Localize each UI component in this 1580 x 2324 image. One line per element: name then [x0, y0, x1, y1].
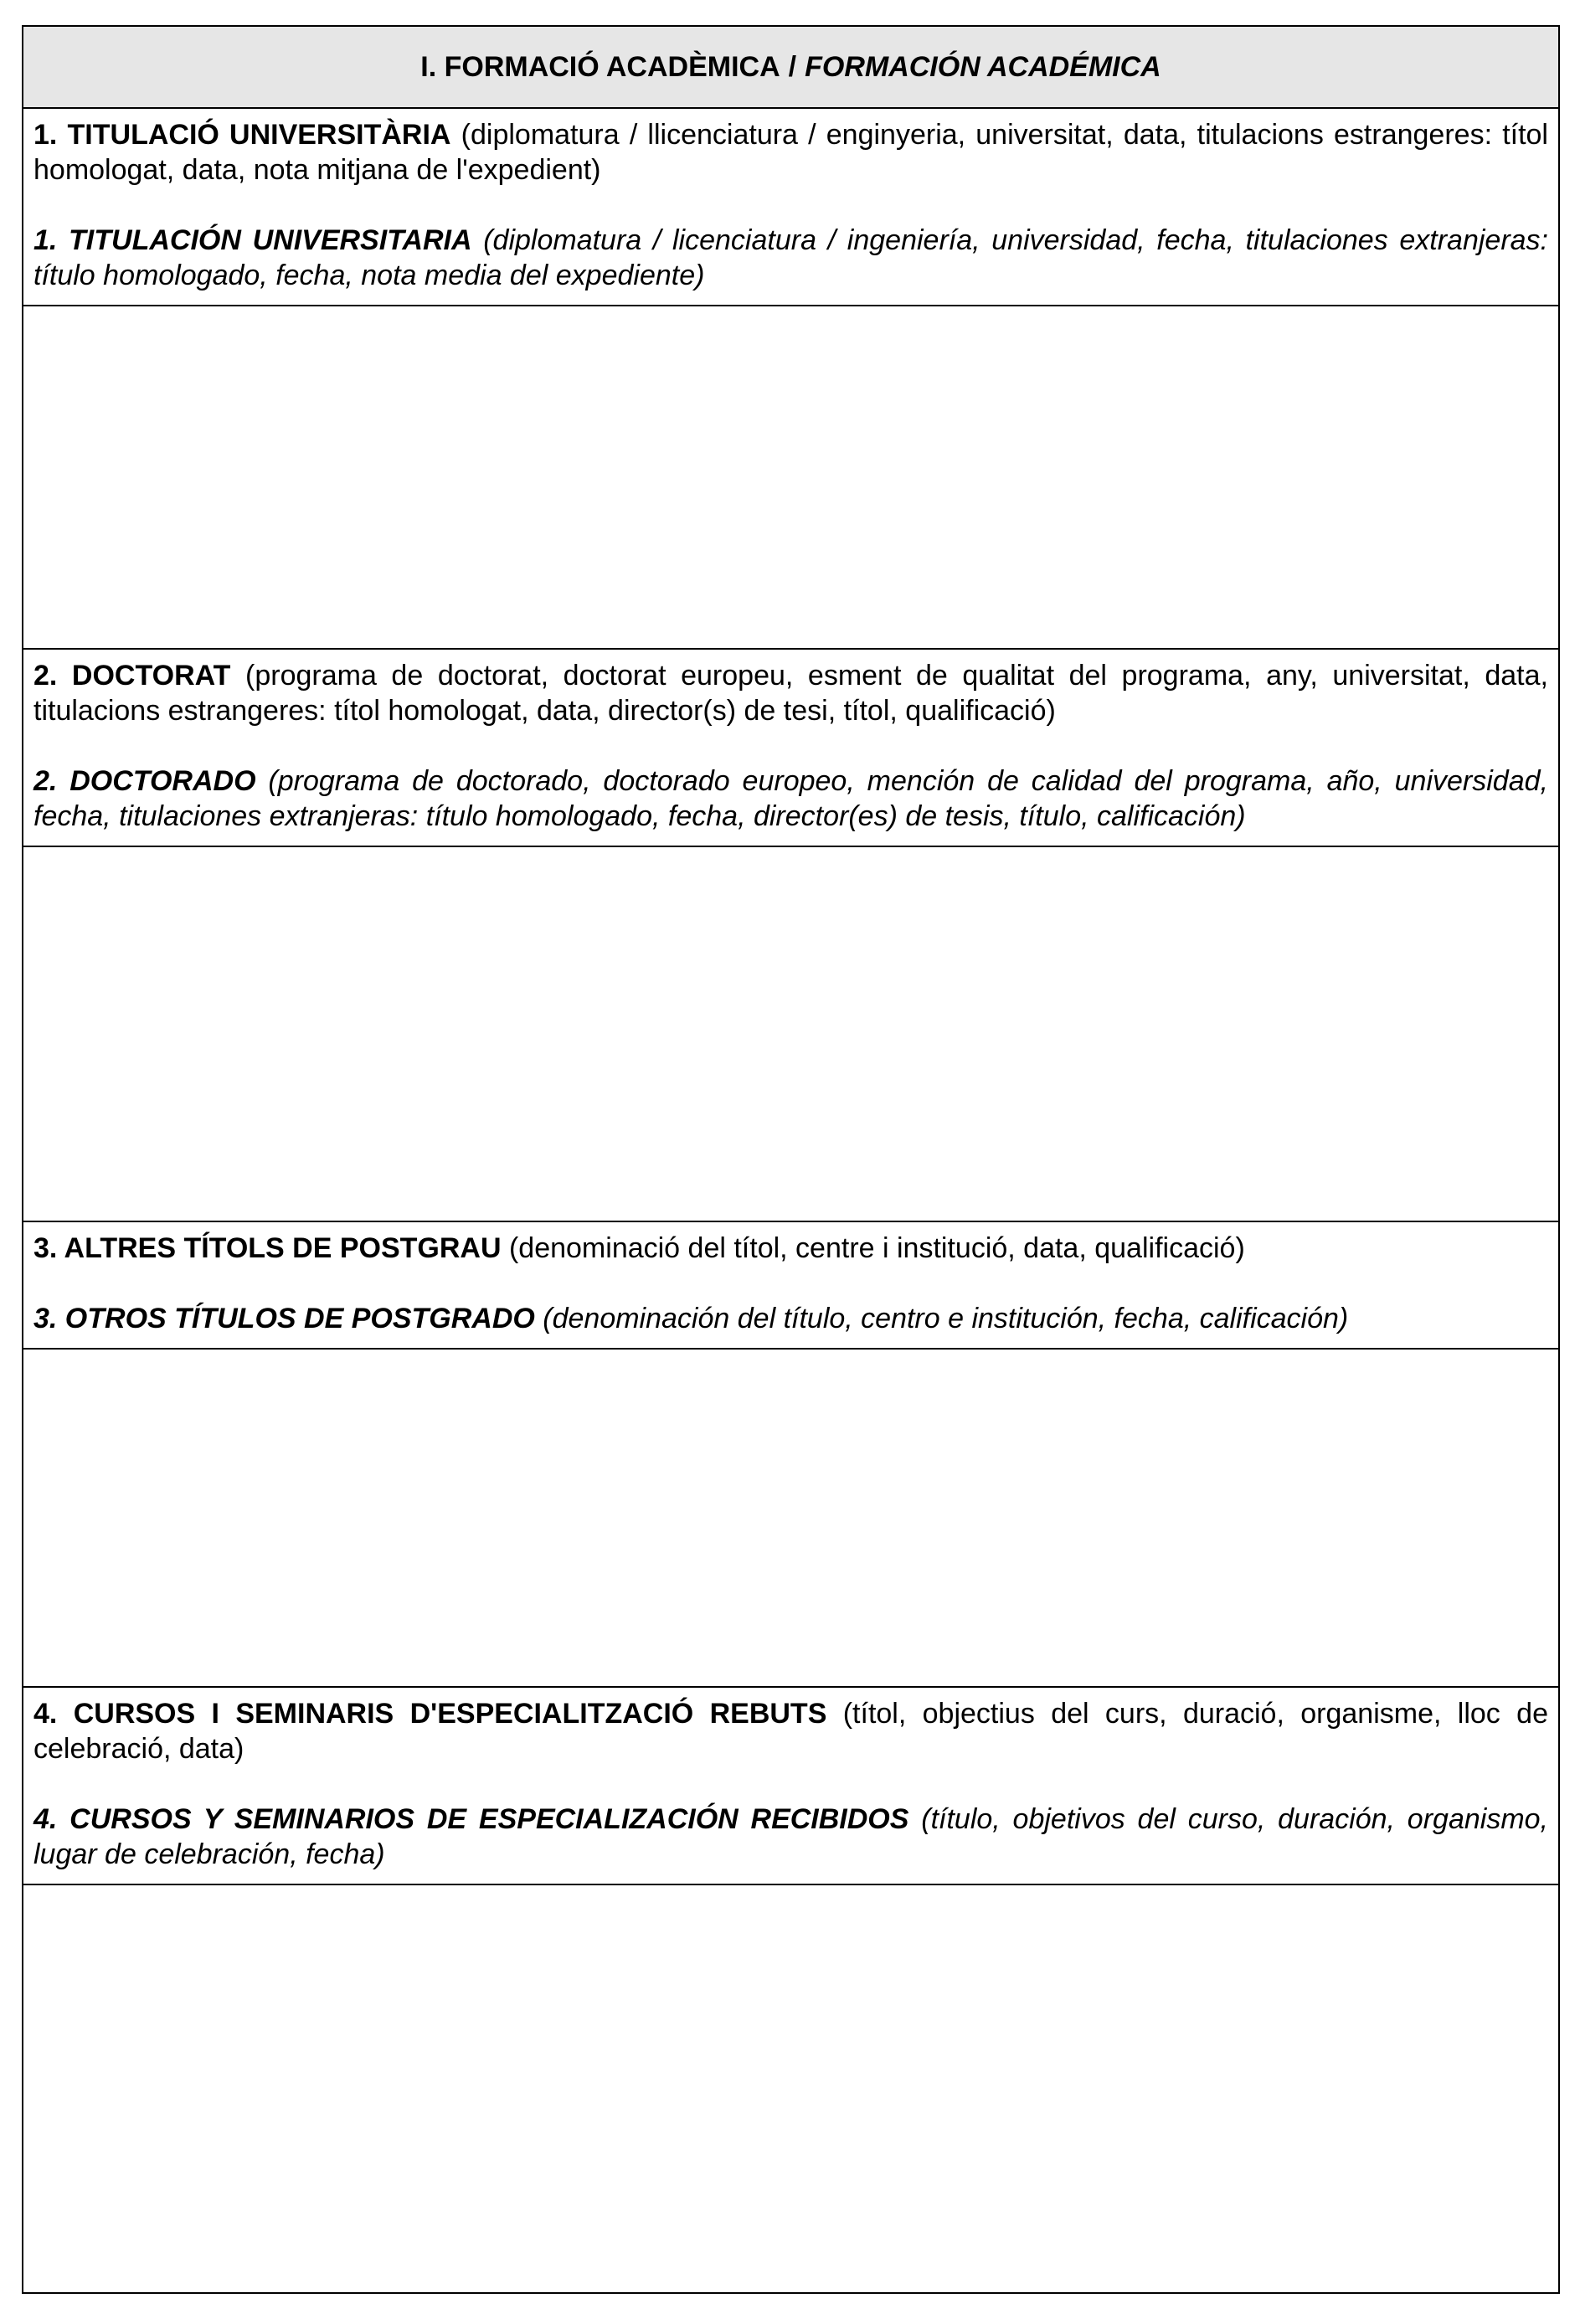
label-catalan [33, 658, 1548, 728]
label-heading: 2. DOCTORADO [33, 765, 256, 797]
label-description: (programa de doctorado, doctorado europeo, mención de calidad del programa, año, universidad, fecha, titulaciones extranjeras: título homologado, fecha, director(es) de tesis, título, calificación) [33, 765, 1548, 832]
label-description: (diplomatura / llicenciatura / enginyeria, universitat, data, titulacions estrangeres: títol homologat, data, nota mitjana de l'expedient) [33, 119, 1548, 186]
answer-field-postgraduate-titles[interactable] [23, 1348, 1558, 1686]
label-description: (programa de doctorat, doctorat europeu, esment de qualitat del programa, any, universitat, data, titulacions estrangeres: títol homologat, data, director(s) de tesi, títol, qualificació) [33, 660, 1548, 727]
label-description: (denominación del título, centro e institución, fecha, calificación) [534, 1303, 1349, 1334]
answer-field-doctorate[interactable] [23, 846, 1558, 1221]
label-description: (títol, objectius del curs, duració, organisme, lloc de celebració, data) [33, 1698, 1548, 1765]
section-title-catalan: I. FORMACIÓ ACADÈMICA [420, 50, 780, 83]
label-spanish [33, 1301, 1548, 1336]
label-heading: 2. DOCTORAT [33, 660, 231, 692]
academic-training-form [22, 25, 1560, 2294]
label-catalan [33, 1696, 1548, 1766]
label-catalan [33, 117, 1548, 188]
item-label-doctorate [23, 648, 1558, 846]
item-label-specialization-courses [23, 1686, 1558, 1884]
label-description: (título, objetivos del curso, duración, organismo, lugar de celebración, fecha) [33, 1803, 1548, 1870]
label-description: (diplomatura / licenciatura / ingeniería, universidad, fecha, titulaciones extranjeras: título homologado, fecha, nota media del expediente) [33, 224, 1549, 291]
label-heading: 1. TITULACIÓ UNIVERSITÀRIA [33, 119, 451, 151]
label-spanish [33, 764, 1548, 834]
section-title-spanish: FORMACIÓN ACADÉMICA [805, 50, 1161, 83]
item-label-university-degree [23, 107, 1558, 305]
answer-field-specialization-courses[interactable] [23, 1884, 1558, 2292]
label-catalan [33, 1231, 1548, 1266]
label-heading: 4. CURSOS Y SEMINARIOS DE ESPECIALIZACIÓN RECIBIDOS [33, 1803, 909, 1835]
label-spanish [33, 1802, 1548, 1872]
label-heading: 1. TITULACIÓN UNIVERSITARIA [33, 224, 472, 256]
section-header [23, 27, 1558, 107]
label-heading: 3. ALTRES TÍTOLS DE POSTGRAU [33, 1232, 502, 1264]
item-label-postgraduate-titles [23, 1221, 1558, 1348]
answer-field-university-degree[interactable] [23, 305, 1558, 648]
title-separator: / [788, 50, 797, 83]
label-heading: 4. CURSOS I SEMINARIS D'ESPECIALITZACIÓ REBUTS [33, 1698, 827, 1730]
label-description: (denominació del títol, centre i institució, data, qualificació) [501, 1232, 1245, 1264]
label-spanish [33, 223, 1548, 293]
label-heading: 3. OTROS TÍTULOS DE POSTGRADO [33, 1303, 535, 1334]
